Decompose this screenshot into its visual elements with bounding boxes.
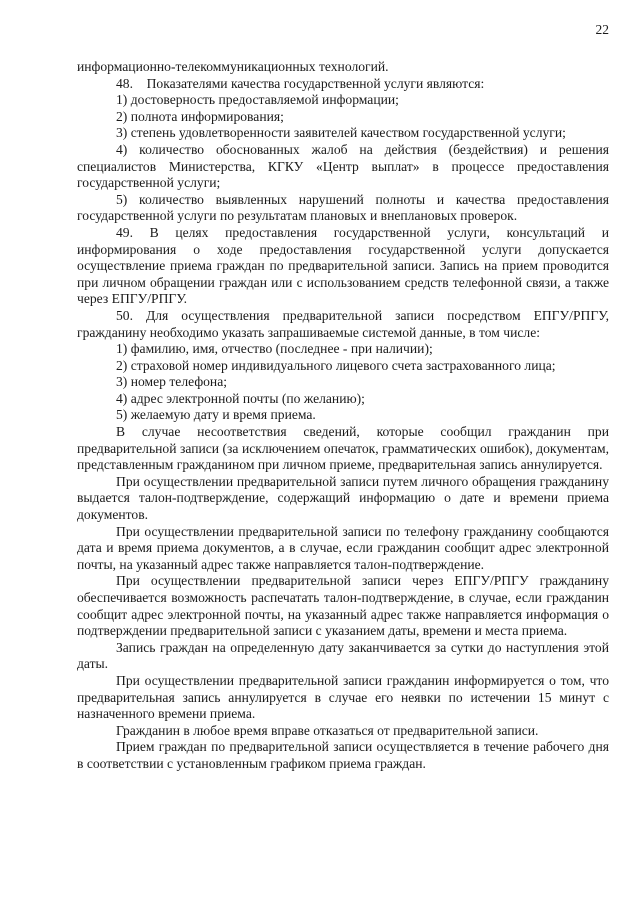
paragraph: 5) количество выявленных нарушений полноты и качества предоставления государственной услуги по результатам плановых и внеплановых проверок. bbox=[77, 191, 609, 224]
paragraph: информационно-телекоммуникационных технологий. bbox=[77, 59, 389, 74]
paragraph: 3) номер телефона; bbox=[116, 374, 228, 390]
paragraph: 48. Показателями качества государственной услуги являются: bbox=[116, 75, 485, 91]
paragraph: При осуществлении предварительной записи путем личного обращения гражданину выдается талон-подтверждение, содержащий информацию о дате и времени приема документов. bbox=[77, 473, 609, 523]
paragraph: Прием граждан по предварительной записи осуществляется в течение рабочего дня в соответствии с установленным графиком приема граждан. bbox=[77, 739, 609, 771]
page-number: 22 bbox=[595, 22, 609, 37]
paragraph: 2) страховой номер индивидуального лицевого счета застрахованного лица; bbox=[116, 357, 556, 373]
paragraph: При осуществлении предварительной записи гражданин информируется о том, что предварительная запись аннулируется в случае его неявки по истечении 15 минут с назначенного времени приема. bbox=[77, 672, 609, 722]
paragraph: 5) желаемую дату и время приема. bbox=[116, 407, 316, 423]
paragraph: Гражданин в любое время вправе отказаться от предварительной записи. bbox=[116, 722, 539, 738]
paragraph: 4) количество обоснованных жалоб на действия (бездействия) и решения специалистов Министерства, КГКУ «Центр выплат» в процессе предоставления государственной услуги; bbox=[77, 141, 609, 191]
paragraph: 1) фамилию, имя, отчество (последнее - при наличии); bbox=[116, 341, 433, 357]
paragraph: При осуществлении предварительной записи по телефону гражданину сообщаются дата и время приема документов, а в случае, если гражданин сообщит адрес электронной почты, на указанный адрес также направляется талон-подтверждение. bbox=[77, 523, 609, 572]
paragraph: Запись граждан на определенную дату заканчивается за сутки до наступления этой даты. bbox=[77, 639, 609, 672]
paragraph: При осуществлении предварительной записи через ЕПГУ/РПГУ гражданину обеспечивается возможность распечатать талон-подтверждение, в случае, если гражданин сообщит адрес электронной почты, на указанный адрес также направляется информация о подтверждении предварительной записи с указанием даты, времени и места приема. bbox=[77, 573, 609, 639]
document-body bbox=[77, 59, 609, 773]
paragraph: 3) степень удовлетворенности заявителей качеством государственной услуги; bbox=[116, 125, 566, 141]
paragraph: 1) достоверность предоставляемой информации; bbox=[116, 92, 399, 108]
paragraph: 4) адрес электронной почты (по желанию); bbox=[116, 390, 365, 406]
paragraph: 50. Для осуществления предварительной записи посредством ЕПГУ/РПГУ, гражданину необходимо указать запрашиваемые системой данные, в том числе: bbox=[77, 307, 609, 340]
paragraph: 2) полнота информирования; bbox=[116, 108, 284, 124]
paragraph: 49. В целях предоставления государственной услуги, консультаций и информирования о ходе предоставления государственной услуги допускается осуществление приема граждан по предварительной записи. Запись на прием проводится при личном обращении граждан или с использованием средств телефонной связи, а также через ЕПГУ/РПГУ. bbox=[77, 224, 609, 307]
paragraph: В случае несоответствия сведений, которые сообщил гражданин при предварительной записи (за исключением опечаток, грамматических ошибок), документам, представленным гражданином при личном приеме, предварительная запись аннулируется. bbox=[77, 424, 609, 473]
